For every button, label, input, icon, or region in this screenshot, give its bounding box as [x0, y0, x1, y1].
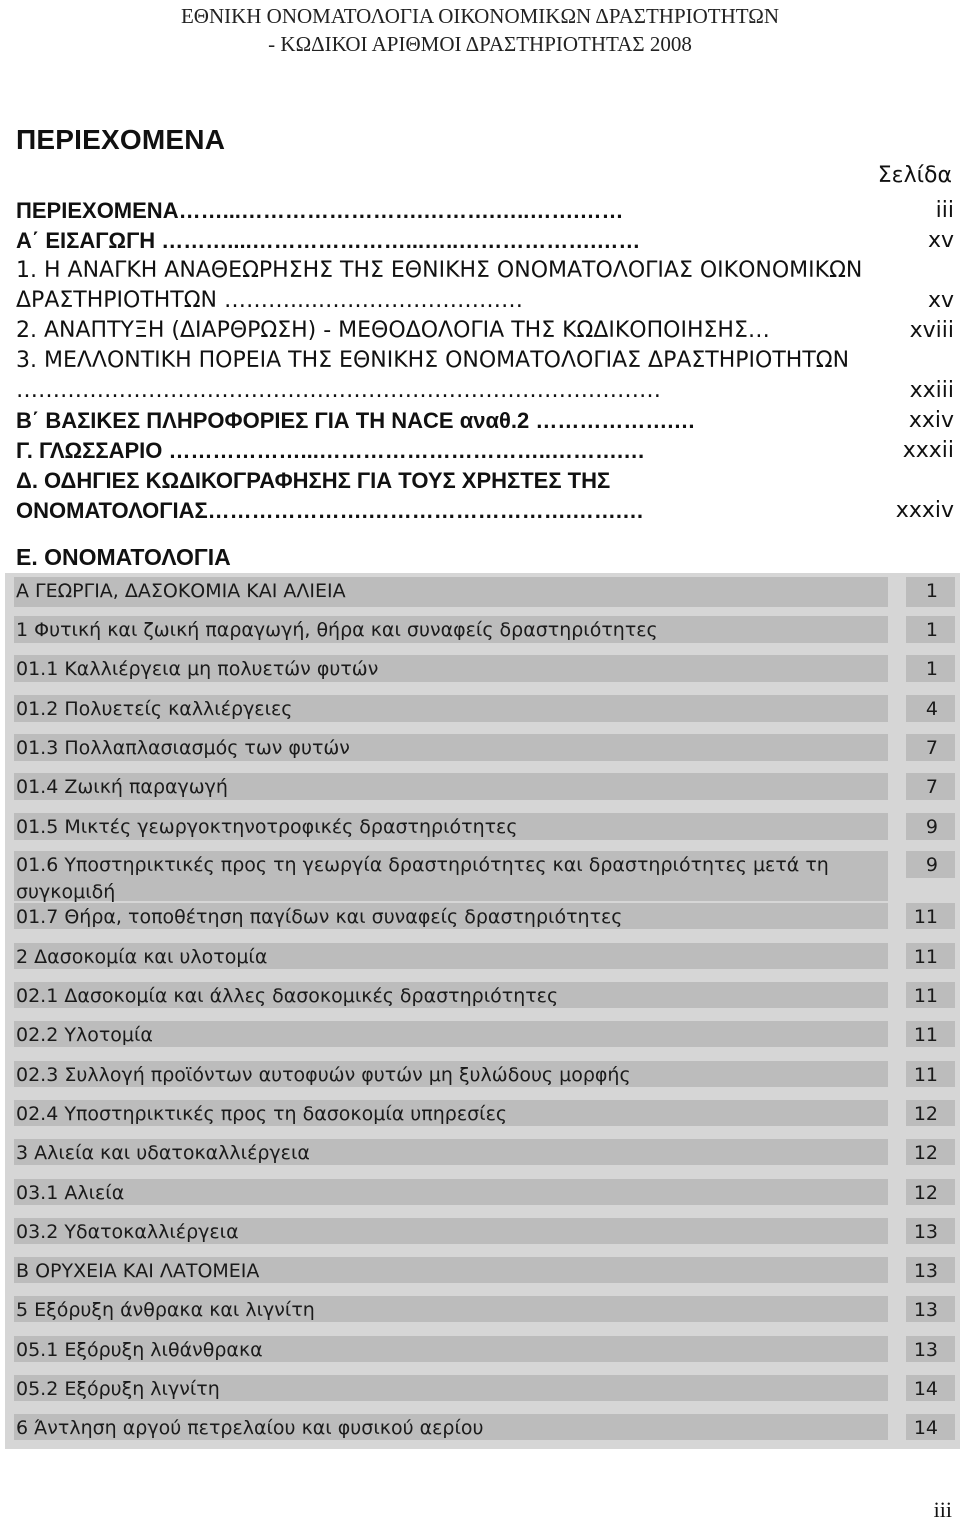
toc-entry[interactable] — [16, 436, 954, 466]
page-column-label: Σελίδα — [877, 163, 952, 188]
table-row[interactable] — [5, 939, 960, 973]
row-page-number: 12 — [913, 1103, 938, 1125]
contents-title: ΠΕΡΙΕΧΟΜΕΝΑ — [16, 124, 226, 155]
row-page-number: 13 — [913, 1260, 938, 1282]
table-row[interactable] — [5, 809, 960, 844]
row-description: 01.3 Πολλαπλασιασμός των φυτών — [16, 737, 350, 759]
row-page-number: 1 — [925, 619, 938, 641]
table-row[interactable] — [5, 1253, 960, 1287]
toc-entry-page: iii — [935, 198, 954, 223]
row-page-number: 9 — [925, 854, 938, 876]
toc-entry-title: Δ. ΟΔΗΓΙΕΣ ΚΩΔΙΚΟΓΡΑΦΗΣΗΣ ΓΙΑ ΤΟΥΣ ΧΡΗΣΤΕΣ ΤΗΣ ΟΝΟΜΑΤΟΛΟΓΙΑΣ………………….……………………….…….… — [16, 468, 645, 523]
toc-entry-title: 3. ΜΕΛΛΟΝΤΙΚΗ ΠΟΡΕΙΑ ΤΗΣ ΕΘΝΙΚΗΣ ΟΝΟΜΑΤΟΛΟΓΙΑΣ ΔΡΑΣΤΗΡΙΟΤΗΤΩΝ …………………………………………………………………….……… — [16, 348, 850, 403]
row-page-number: 1 — [925, 580, 938, 602]
table-row[interactable] — [5, 573, 960, 611]
toc-entry[interactable] — [16, 346, 954, 406]
toc-list — [16, 196, 954, 526]
row-page-number: 12 — [913, 1142, 938, 1164]
table-row[interactable] — [5, 730, 960, 765]
row-description: 02.2 Υλοτομία — [16, 1024, 153, 1046]
toc-entry-title: Γ. ΓΛΩΣΣΑΡΙΟ ………………...…………………………..……….… — [16, 438, 646, 463]
toc-entry-title: 2. ΑΝΑΠΤΥΞΗ (ΔΙΑΡΘΡΩΣΗ) - ΜΕΘΟΔΟΛΟΓΙΑ ΤΗΣ ΚΩΔΙΚΟΠΟΙΗΣΗΣ… — [16, 318, 770, 343]
row-page-number: 14 — [913, 1417, 938, 1439]
table-row[interactable] — [5, 651, 960, 686]
toc-entry-page: xxxiv — [895, 498, 954, 523]
row-page-number: 13 — [913, 1299, 938, 1321]
row-description: 01.4 Ζωική παραγωγή — [16, 776, 228, 798]
row-page-number: 11 — [913, 1024, 938, 1046]
toc-entry[interactable] — [16, 466, 954, 526]
row-description: 02.3 Συλλογή προϊόντων αυτοφυών φυτών μη ξυλώδους μορφής — [16, 1064, 631, 1086]
row-page-number: 11 — [913, 1064, 938, 1086]
row-description: 01.5 Μικτές γεωργοκτηνοτροφικές δραστηριότητες — [16, 816, 518, 838]
toc-entry[interactable] — [16, 196, 954, 226]
table-row[interactable] — [5, 1332, 960, 1366]
table-row[interactable] — [5, 1410, 960, 1444]
toc-entry-title: 1. Η ΑΝΑΓΚΗ ΑΝΑΘΕΩΡΗΣΗΣ ΤΗΣ ΕΘΝΙΚΗΣ ΟΝΟΜΑΤΟΛΟΓΙΑΣ ΟΙΚΟΝΟΜΙΚΩΝ ΔΡΑΣΤΗΡΙΟΤΗΤΩΝ ……….....……………………… — [16, 258, 863, 313]
toc-entry-page: xviii — [909, 318, 954, 343]
toc-entry-page: xxiv — [908, 408, 954, 433]
table-row[interactable] — [5, 1057, 960, 1091]
row-description: 3 Αλιεία και υδατοκαλλιέργεια — [16, 1142, 310, 1164]
table-row[interactable] — [5, 1017, 960, 1051]
row-description: 05.1 Εξόρυξη λιθάνθρακα — [16, 1339, 263, 1361]
row-page-number: 4 — [925, 698, 938, 720]
nomenclature-table — [5, 573, 960, 1449]
row-page-number: 11 — [913, 906, 938, 928]
row-description: 03.2 Υδατοκαλλιέργεια — [16, 1221, 239, 1243]
toc-entry-page: xxiii — [909, 378, 954, 403]
row-description: 01.1 Καλλιέργεια μη πολυετών φυτών — [16, 658, 379, 680]
toc-entry-title: Α΄ ΕΙΣΑΓΩΓΗ ………....…………………...…..……………….…… — [16, 228, 641, 253]
table-row[interactable] — [5, 847, 960, 905]
header-line-2: - ΚΩΔΙΚΟΙ ΑΡΙΘΜΟΙ ΔΡΑΣΤΗΡΙΟΤΗΤΑΣ 2008 — [268, 32, 692, 56]
toc-entry[interactable] — [16, 406, 954, 436]
row-description: 1 Φυτική και ζωική παραγωγή, θήρα και συναφείς δραστηριότητες — [16, 619, 658, 641]
row-description: 01.6 Υποστηρικτικές προς τη γεωργία δραστηριότητες και δραστηριότητες μετά τη συγκομιδή — [16, 854, 829, 903]
toc-entry[interactable] — [16, 316, 954, 346]
row-description: Β ΟΡΥΧΕΙΑ ΚΑΙ ΛΑΤΟΜΕΙΑ — [16, 1260, 260, 1282]
table-row[interactable] — [5, 899, 960, 933]
toc-entry[interactable] — [16, 256, 954, 316]
row-page-number: 7 — [925, 737, 938, 759]
row-description: 01.2 Πολυετείς καλλιέργειες — [16, 698, 293, 720]
running-header — [0, 2, 960, 58]
toc-entry-page: xv — [927, 228, 954, 253]
table-row[interactable] — [5, 1371, 960, 1405]
table-row[interactable] — [5, 1135, 960, 1169]
toc-entry-title: Β΄ ΒΑΣΙΚΕΣ ΠΛΗΡΟΦΟΡΙΕΣ ΓΙΑ ΤΗ NACE αναθ.2 ……………….… — [16, 408, 696, 433]
section-e-title: Ε. ΟΝΟΜΑΤΟΛΟΓΙΑ — [16, 544, 231, 570]
row-description: 03.1 Αλιεία — [16, 1182, 125, 1204]
row-page-number: 9 — [925, 816, 938, 838]
toc-entry-page: xxxii — [902, 438, 954, 463]
row-description: 6 Άντληση αργού πετρελαίου και φυσικού αερίου — [16, 1417, 484, 1439]
row-page-number: 13 — [913, 1339, 938, 1361]
row-description: 02.1 Δασοκομία και άλλες δασοκομικές δραστηριότητες — [16, 985, 559, 1007]
table-row[interactable] — [5, 612, 960, 647]
header-line-1: ΕΘΝΙΚΗ ΟΝΟΜΑΤΟΛΟΓΙΑ ΟΙΚΟΝΟΜΙΚΩΝ ΔΡΑΣΤΗΡΙΟΤΗΤΩΝ — [180, 4, 780, 28]
row-description: 01.7 Θήρα, τοποθέτηση παγίδων και συναφείς δραστηριότητες — [16, 906, 623, 928]
toc-entry-title: ΠΕΡΙΕΧΟΜΕΝΑ……...…………………….……….…..…….…… — [16, 198, 624, 223]
row-page-number: 7 — [925, 776, 938, 798]
footer-page-number: iii — [933, 1497, 952, 1522]
table-row[interactable] — [5, 978, 960, 1012]
row-description: 02.4 Υποστηρικτικές προς τη δασοκομία υπηρεσίες — [16, 1103, 508, 1125]
row-description: Α ΓΕΩΡΓΙΑ, ΔΑΣΟΚΟΜΙΑ ΚΑΙ ΑΛΙΕΙΑ — [16, 580, 346, 602]
toc-entry[interactable] — [16, 226, 954, 256]
row-page-number: 11 — [913, 946, 938, 968]
row-description: 05.2 Εξόρυξη λιγνίτη — [16, 1378, 220, 1400]
row-page-number: 11 — [913, 985, 938, 1007]
table-row[interactable] — [5, 1096, 960, 1130]
table-row[interactable] — [5, 1175, 960, 1209]
table-row[interactable] — [5, 1292, 960, 1326]
row-page-number: 1 — [925, 658, 938, 680]
table-row[interactable] — [5, 769, 960, 804]
toc-entry-page: xv — [927, 288, 954, 313]
row-description: 5 Εξόρυξη άνθρακα και λιγνίτη — [16, 1299, 315, 1321]
row-page-number: 14 — [913, 1378, 938, 1400]
table-row[interactable] — [5, 691, 960, 726]
table-row[interactable] — [5, 1214, 960, 1248]
row-page-number: 12 — [913, 1182, 938, 1204]
row-page-number: 13 — [913, 1221, 938, 1243]
row-description: 2 Δασοκομία και υλοτομία — [16, 946, 268, 968]
